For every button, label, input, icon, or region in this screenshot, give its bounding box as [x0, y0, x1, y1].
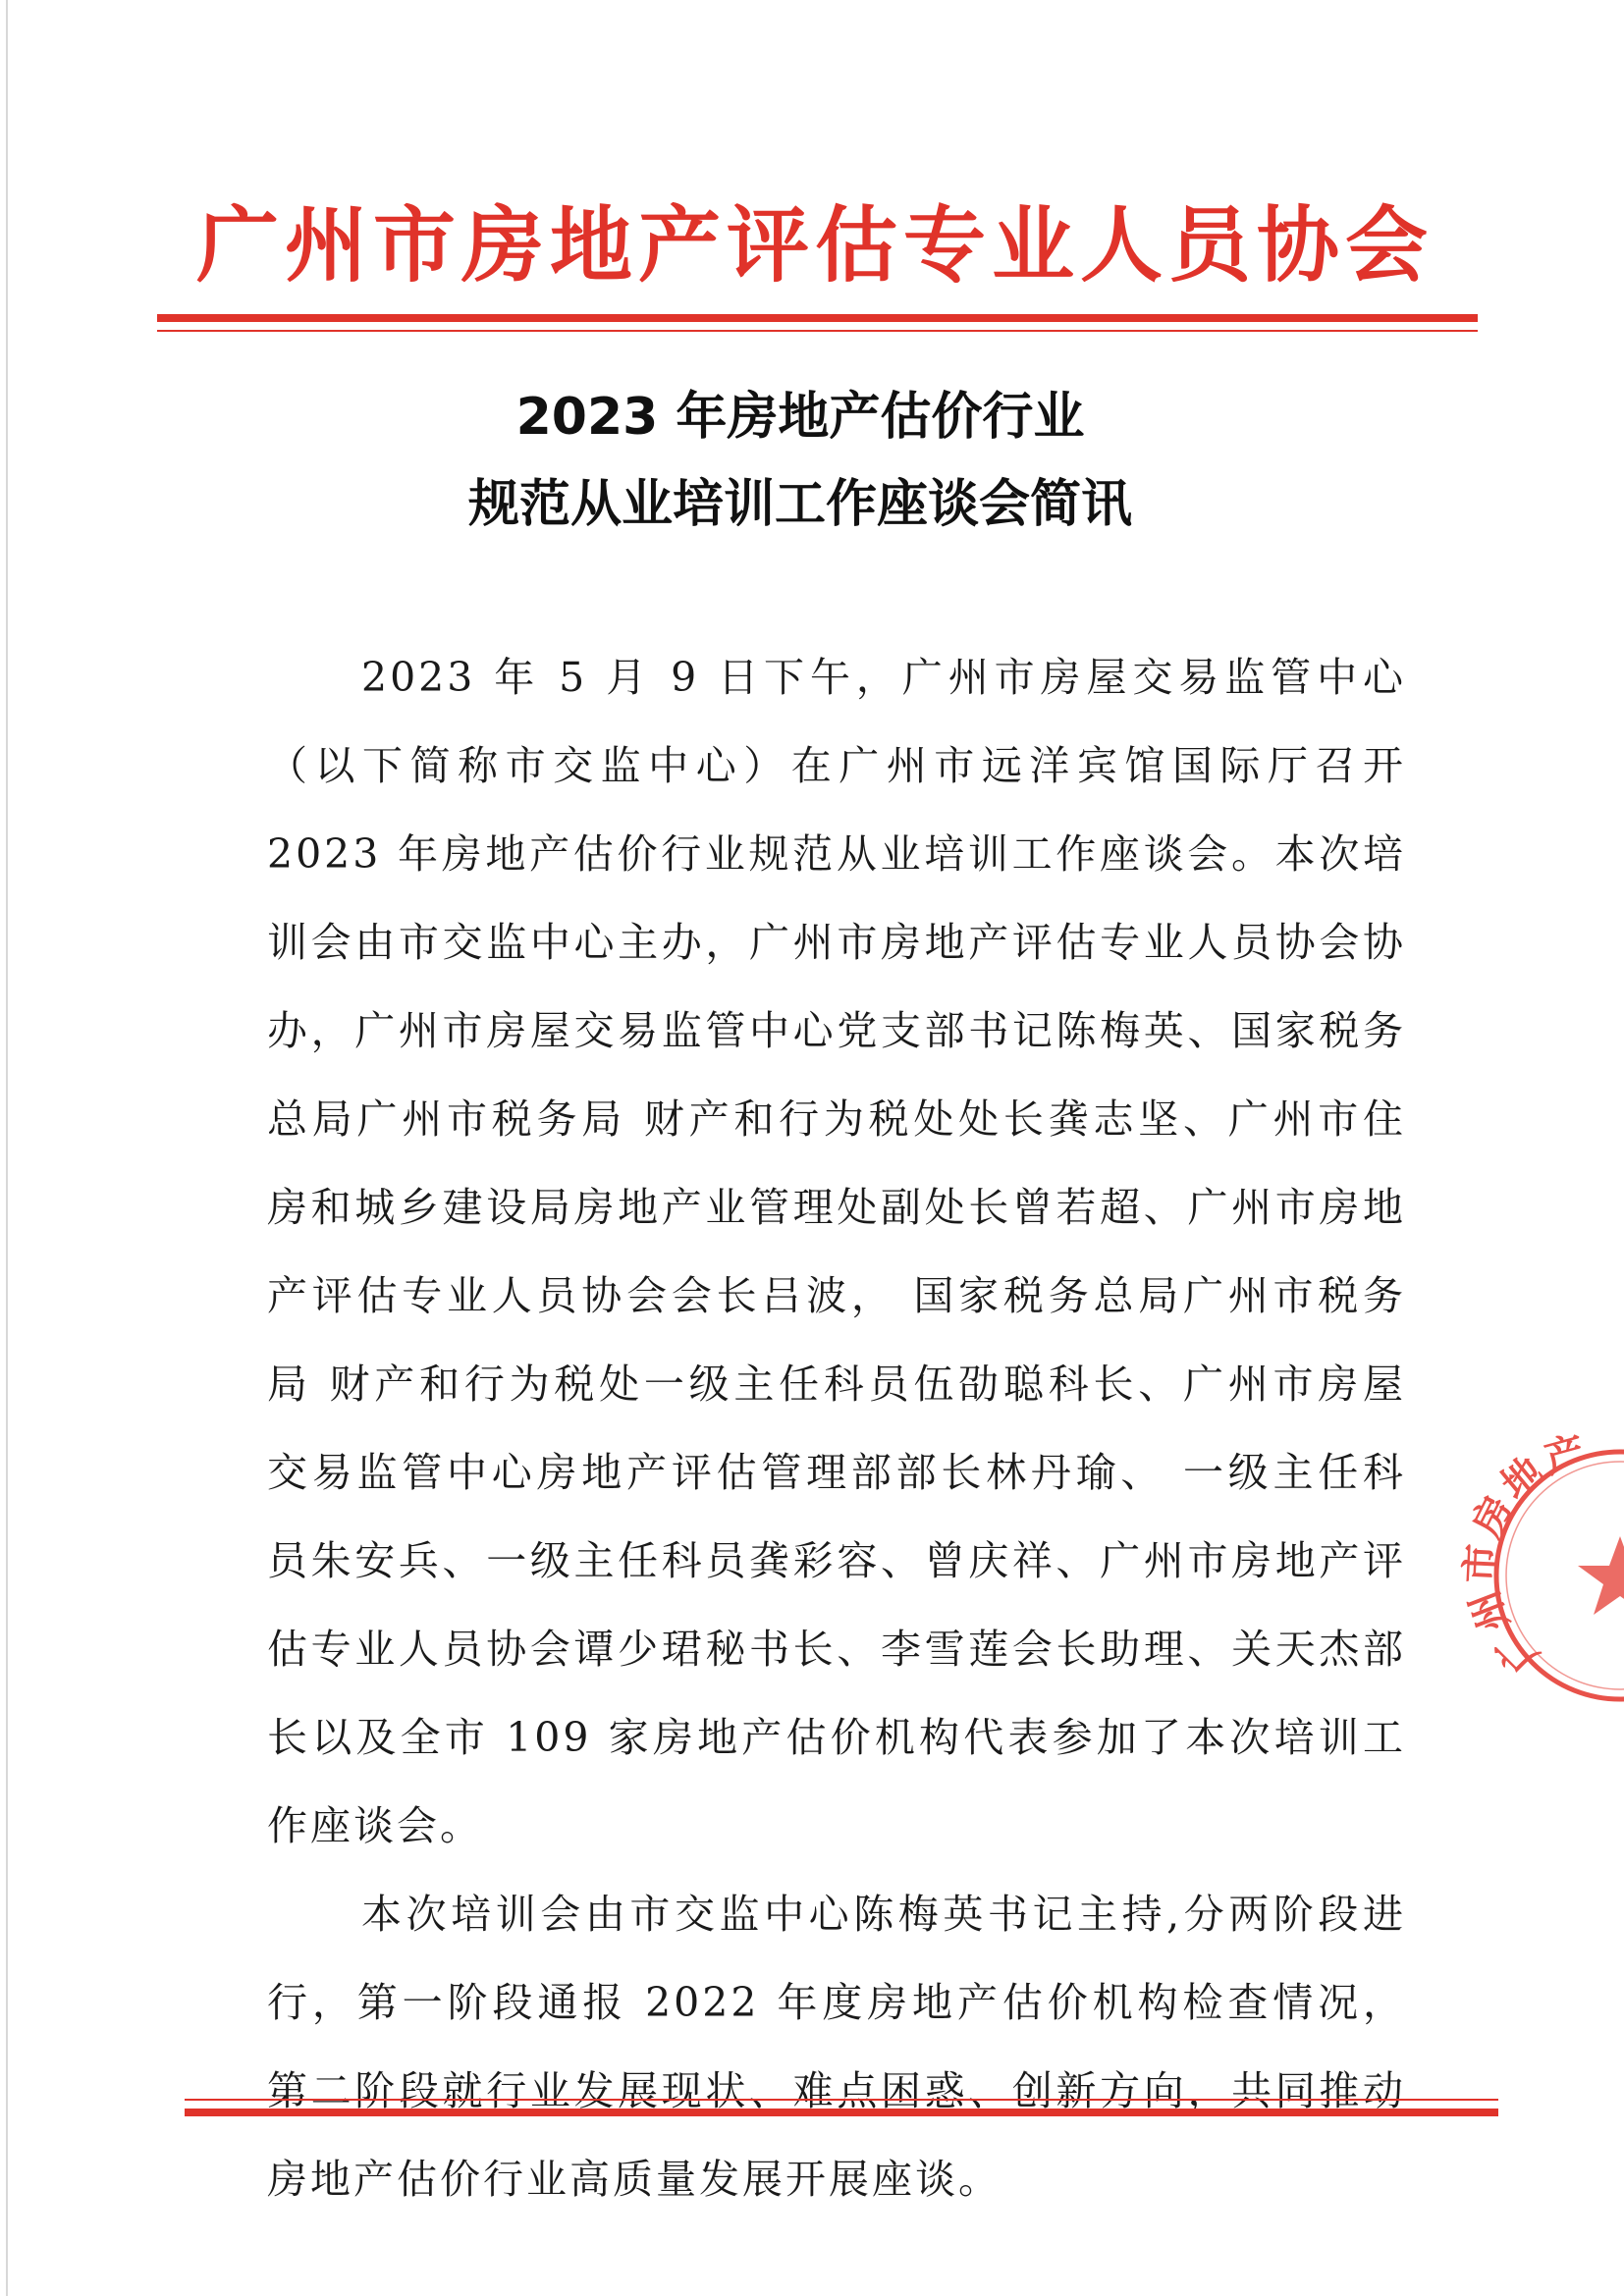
- footer-rule-thick: [185, 2109, 1498, 2116]
- organization-header: 广州市房地产评估专业人员协会: [195, 196, 1434, 294]
- svg-text:广州市房地产: [1457, 1426, 1594, 1682]
- article-body: [267, 633, 1406, 2223]
- title-line-1: 2023 年房地产估价行业: [515, 388, 1085, 447]
- footer-rule-thin: [185, 2099, 1498, 2101]
- paragraph-2: 本次培训会由市交监中心陈梅英书记主持,分两阶段进行，第一阶段通报 2022 年度房地产估价机构检查情况，第二阶段就行业发展现状、难点困惑、创新方向，共同推动房地产估价行业高质量发展开展座谈。: [267, 1891, 1406, 2203]
- seal-text: 广州市房地产: [1457, 1426, 1595, 1682]
- official-seal-icon: [1457, 1426, 1624, 1708]
- header-rule-thick: [157, 314, 1478, 322]
- scan-edge: [6, 0, 8, 2296]
- paragraph-1: 2023 年 5 月 9 日下午，广州市房屋交易监管中心（以下简称市交监中心）在广州市远洋宾馆国际厅召开 2023 年房地产估价行业规范从业培训工作座谈会。本次培训会由市交监中心主办，广州市房地产评估专业人员协会协办，广州市房屋交易监管中心党支部书记陈梅英、国家税务总局广州市税务局 财产和行为税处处长龚志坚、广州市住房和城乡建设局房地产业管理处副处长曾若超、广州市房地产评估专业人员协会会长吕波， 国家税务总局广州市税务局 财产和行为税处一级主任科员伍劭聪科长、广州市房屋交易监管中心房地产评估管理部部长林丹瑜、 一级主任科员朱安兵、一级主任科员龚彩容、曾庆祥、广州市房地产评估专业人员协会谭少珺秘书长、李雪莲会长助理、关天杰部长以及全市 109 家房地产估价机构代表参加了本次培训工作座谈会。: [267, 654, 1406, 1849]
- header-rule-thin: [157, 330, 1478, 332]
- title-line-2: 规范从业培训工作座谈会简讯: [467, 475, 1132, 534]
